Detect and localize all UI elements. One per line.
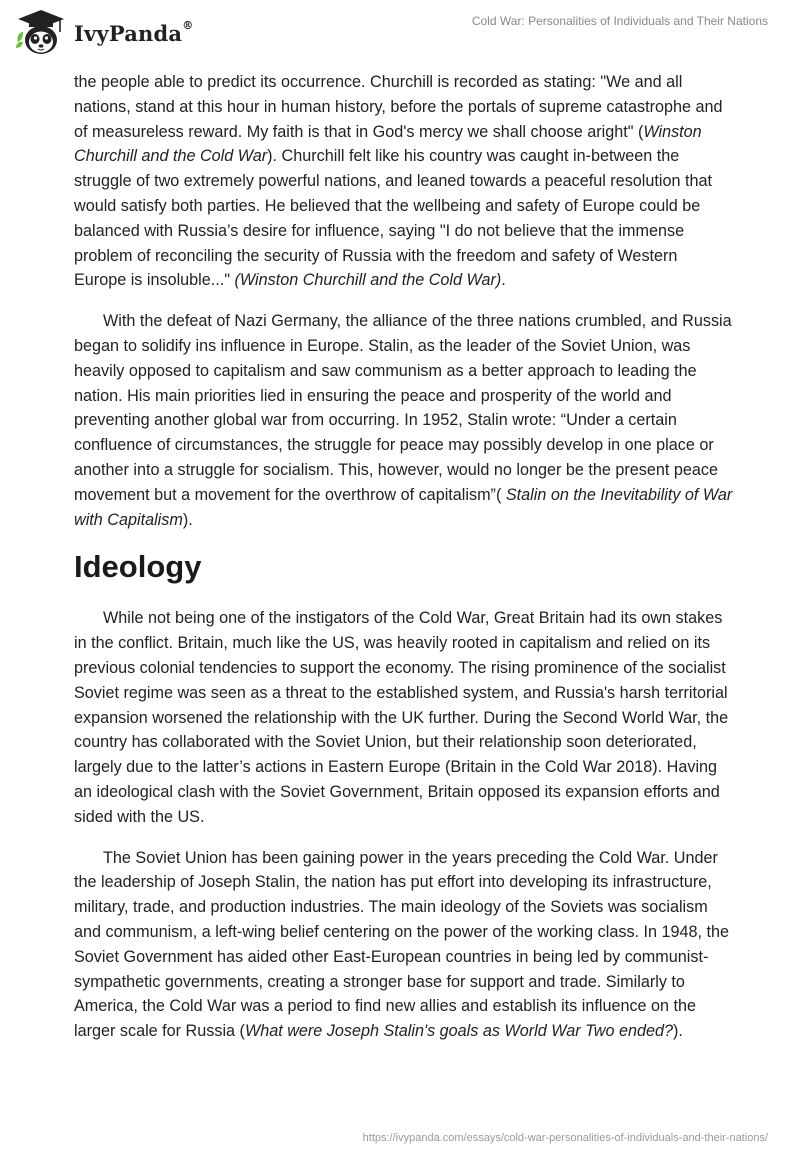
paragraph-3: While not being one of the instigators of the Cold War, Great Britain had its own stakes in the conflict. Britain, much like the US, was heavily rooted in capitalism and relied on its previous colonial tendencies to support the economy. The rising prominence of the socialist Soviet regime was seen as a threat to the established system, and Russia's harsh territorial expansion worsened the relationship with the UK further. During the Second World War, the country has collaborated with the Soviet Union, but their relationship soon deteriorated, largely due to the latter’s actions in Eastern Europe (Britain in the Cold War 2018). Having an ideological clash with the Soviet Government, Britain opposed its expansion efforts and sided with the US. [74,609,729,826]
paragraph-text: ). [182,510,193,529]
essay-body [74,70,734,1060]
document-title: Cold War: Personalities of Individuals and Their Nations [471,14,768,28]
citation: Winston Churchill and the Cold War [74,122,702,166]
brand-text: IvyPanda [74,20,183,46]
paragraph-text: With the defeat of Nazi Germany, the alliance of the three nations crumbled, and Russia began to solidify ins influence in Europe. Stalin, as the leader of the Soviet Union, was heavily opposed to capitalism and saw communism as a better approach to leading the nation. His main priorities lied in ensuring the peace and prosperity of the world and preventing another global war from occurring. In 1952, Stalin wrote: “Under a certain confluence of circumstances, the struggle for peace may possibly develop in one place or another into a struggle for socialism. This, however, would no longer be the present peace movement but a movement for the overthrow of capitalism”( [74,312,732,504]
paragraph-4 [74,846,734,1044]
paragraph-text: The Soviet Union has been gaining power in the years preceding the Cold War. Under the leadership of Joseph Stalin, the nation has put effort into developing its infrastructure, military, trade, and production industries. The main ideology of the Soviets was socialism and communism, a left-wing belief centering on the power of the working class. In 1948, the Soviet Government has aided other East-European countries in being led by communist-sympathetic governments, creating a stronger base for support and trade. Similarly to America, the Cold War was a period to find new allies and establish its influence on the larger scale for Russia ( [74,848,730,1041]
citation: (Winston Churchill and the Cold War) [234,271,502,290]
ivypanda-logo[interactable] [14,8,193,56]
paragraph-2 [74,309,734,532]
brand-name [74,18,194,46]
paragraph-text: ). [673,1022,683,1041]
panda-graduate-icon [14,8,68,56]
citation: Stalin on the Inevitability of War with Capitalism [74,485,733,529]
page-header [0,0,800,62]
citation: What were Joseph Stalin's goals as World War Two ended? [244,1022,673,1041]
paragraph-1 [74,70,734,293]
paragraph-text: . [501,271,506,290]
page-url[interactable]: https://ivypanda.com/essays/cold-war-personalities-of-individuals-and-their-nations/ [362,1132,768,1144]
section-heading: Ideology [74,549,202,585]
registered-mark: ® [182,18,194,32]
paragraph-text: the people able to predict its occurrence. Churchill is recorded as stating: "We and all nations, stand at this hour in human history, before the portals of supreme catastrophe and of measureless reward. My faith is that in God's mercy we shall choose aright" ( [74,73,723,141]
paragraph-text: ). Churchill felt like his country was caught in-between the struggle of two extremely powerful nations, and leaned towards a peaceful resolution that would satisfy both parties. He believed that the wellbeing and safety of Europe could be balanced with Russia’s desire for influence, saying "I do not believe that the immense problem of reconciling the security of Russia with the freedom and safety of Western Europe is insoluble..." [74,147,712,290]
